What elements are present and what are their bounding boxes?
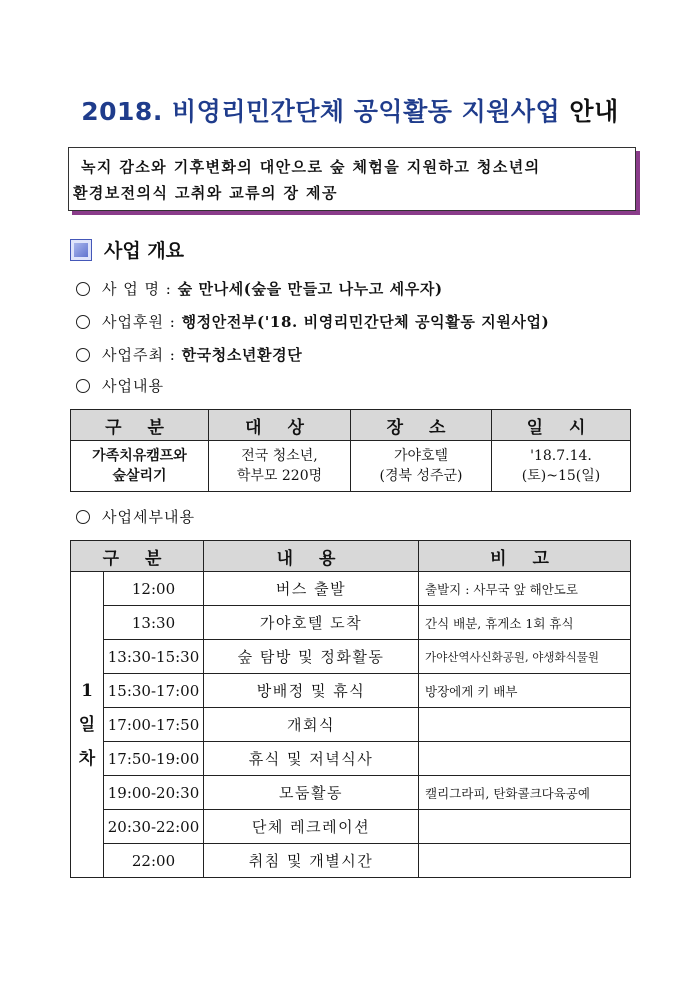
header-place: 장 소	[351, 410, 492, 441]
table-row	[71, 441, 631, 492]
info-value: 숲 만나세(숲을 만들고 나누고 세우자)	[177, 280, 443, 298]
info-key: 사업세부내용	[102, 508, 195, 526]
table-row	[71, 606, 631, 640]
circle-bullet-icon	[76, 282, 90, 296]
cell-note	[419, 844, 631, 878]
title-main: 2018. 비영리민간단체 공익활동 지원사업	[81, 97, 561, 126]
section-label: 사업 개요	[104, 240, 185, 262]
table-row	[71, 844, 631, 878]
table-header-row	[71, 541, 631, 572]
cell-time: 17:00-17:50	[104, 708, 204, 742]
info-key: 사업내용	[102, 377, 164, 395]
cell-note: 방장에게 키 배부	[419, 674, 631, 708]
cell-note: 출발지 : 사무국 앞 해안도로	[419, 572, 631, 606]
schedule-table	[70, 540, 631, 878]
cell-time: 17:50-19:00	[104, 742, 204, 776]
info-value: 행정안전부('18. 비영리민간단체 공익활동 지원사업)	[181, 313, 550, 331]
table-row	[71, 810, 631, 844]
cell-note	[419, 742, 631, 776]
cell-time: 22:00	[104, 844, 204, 878]
cell-note	[419, 810, 631, 844]
cell-content: 숲 탐방 및 정화활동	[204, 640, 419, 674]
intro-box	[68, 147, 636, 211]
day-label: 1 일 차	[71, 572, 104, 878]
cell-place: 가야호텔 (경북 성주군)	[351, 441, 492, 492]
info-key: 사업주최 :	[102, 346, 182, 364]
intro-line-1: 녹지 감소와 기후변화의 대안으로 숲 체험을 지원하고 청소년의	[81, 158, 541, 176]
cell-content: 모둠활동	[204, 776, 419, 810]
cell-time: 12:00	[104, 572, 204, 606]
table-header-row	[71, 410, 631, 441]
info-content	[76, 375, 164, 396]
cell-content: 취침 및 개별시간	[204, 844, 419, 878]
header-category: 구 분	[71, 541, 204, 572]
cell-note: 가야산역사신화공원, 야생화식물원	[419, 640, 631, 674]
cell-time: 13:30	[104, 606, 204, 640]
cell-time: 13:30-15:30	[104, 640, 204, 674]
cell-date: '18.7.14.(토)~15(일)	[492, 441, 631, 492]
intro-line-2: 환경보전의식 고취와 교류의 장 제공	[73, 184, 338, 202]
info-sponsor	[76, 311, 549, 332]
cell-category: 가족치유캠프와 숲살리기	[71, 441, 209, 492]
overview-table	[70, 409, 631, 492]
cell-note: 캘리그라피, 탄화콜크다육공예	[419, 776, 631, 810]
cell-content: 버스 출발	[204, 572, 419, 606]
info-organizer	[76, 344, 302, 365]
square-bullet-icon	[70, 239, 92, 261]
info-project-name	[76, 278, 443, 299]
header-content: 내 용	[204, 541, 419, 572]
section-heading	[70, 236, 184, 263]
cell-note: 간식 배분, 휴게소 1회 휴식	[419, 606, 631, 640]
cell-time: 20:30-22:00	[104, 810, 204, 844]
table-row	[71, 742, 631, 776]
info-value: 한국청소년환경단	[181, 346, 303, 364]
info-detail	[76, 506, 195, 527]
circle-bullet-icon	[76, 315, 90, 329]
info-key: 사업후원 :	[102, 313, 182, 331]
cell-note	[419, 708, 631, 742]
header-category: 구 분	[71, 410, 209, 441]
table-row	[71, 708, 631, 742]
table-row	[71, 572, 631, 606]
cell-time: 19:00-20:30	[104, 776, 204, 810]
cell-content: 휴식 및 저녁식사	[204, 742, 419, 776]
cell-content: 개회식	[204, 708, 419, 742]
cell-content: 방배정 및 휴식	[204, 674, 419, 708]
info-key: 사 업 명 :	[102, 280, 178, 298]
circle-bullet-icon	[76, 348, 90, 362]
header-date: 일 시	[492, 410, 631, 441]
cell-time: 15:30-17:00	[104, 674, 204, 708]
circle-bullet-icon	[76, 379, 90, 393]
cell-target: 전국 청소년, 학부모 220명	[209, 441, 351, 492]
table-row	[71, 674, 631, 708]
header-note: 비 고	[419, 541, 631, 572]
table-row	[71, 776, 631, 810]
title-suffix: 안내	[569, 97, 619, 126]
table-row	[71, 640, 631, 674]
circle-bullet-icon	[76, 510, 90, 524]
header-target: 대 상	[209, 410, 351, 441]
cell-content: 단체 레크레이션	[204, 810, 419, 844]
page-title	[0, 92, 700, 128]
cell-content: 가야호텔 도착	[204, 606, 419, 640]
